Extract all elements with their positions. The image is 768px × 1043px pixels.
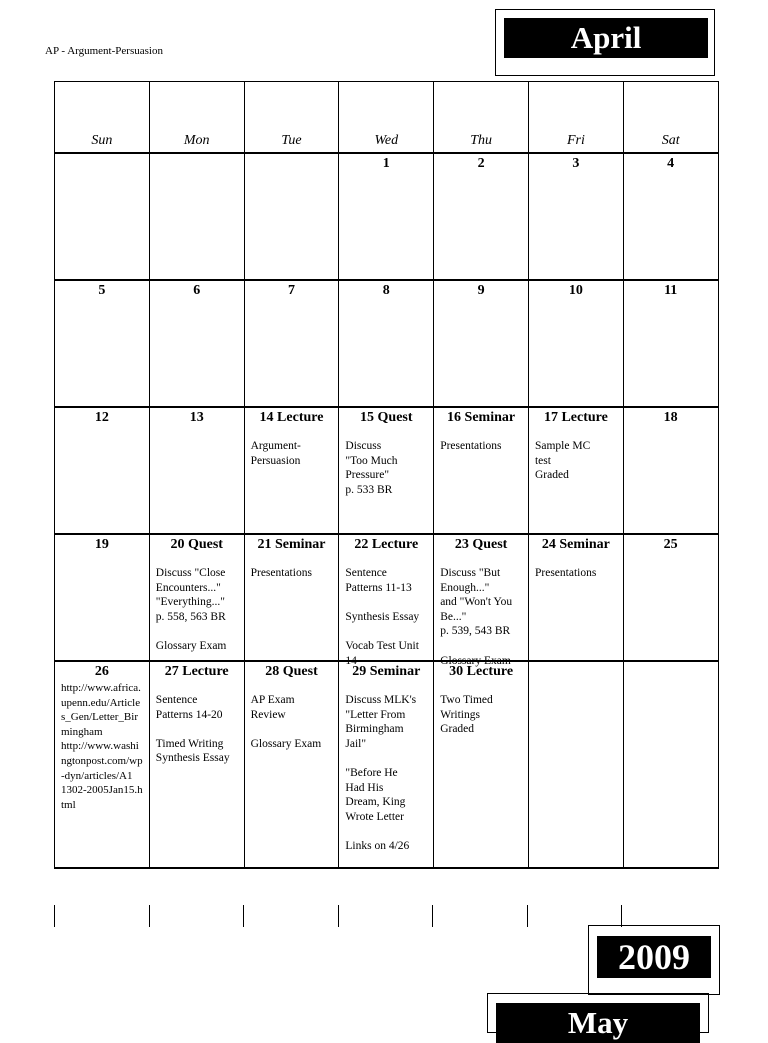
day-number: 6 bbox=[193, 283, 201, 298]
day-cell bbox=[149, 407, 244, 534]
day-cell bbox=[528, 153, 623, 280]
day-notes: Presentations bbox=[440, 440, 502, 452]
day-notes: Discuss "Close Encounters..." "Everything..." p. 558, 563 BR Glossary Exam bbox=[155, 567, 227, 652]
week-row bbox=[55, 534, 719, 661]
week-row bbox=[55, 661, 719, 868]
day-cell bbox=[339, 661, 434, 868]
calendar-subtitle: AP - Argument-Persuasion bbox=[45, 45, 163, 57]
day-number: 5 bbox=[98, 283, 106, 298]
day-cell bbox=[528, 280, 623, 407]
day-cell bbox=[623, 661, 718, 868]
weekday-header-row bbox=[55, 82, 719, 154]
day-cell bbox=[528, 534, 623, 661]
day-number: 30 Lecture bbox=[449, 664, 514, 679]
day-number: 9 bbox=[477, 283, 485, 298]
day-cell bbox=[244, 153, 339, 280]
day-cell bbox=[623, 534, 718, 661]
day-cell bbox=[55, 661, 150, 868]
next-week-row-partial bbox=[54, 905, 718, 927]
day-number: 3 bbox=[572, 156, 580, 171]
day-notes: http://www.africa.upenn.edu/Articles_Gen/Letter_Birmingham http://www.washingtonpost.com/wp-dyn/articles/A1 1302-2005Jan15.html bbox=[61, 682, 143, 811]
month-title: April bbox=[504, 18, 708, 58]
day-cell bbox=[339, 280, 434, 407]
day-cell bbox=[434, 407, 529, 534]
day-number: 19 bbox=[94, 537, 109, 552]
day-number: 11 bbox=[664, 283, 678, 298]
day-cell bbox=[339, 407, 434, 534]
day-number: 13 bbox=[189, 410, 204, 425]
day-number: 12 bbox=[94, 410, 109, 425]
day-notes: Presentations bbox=[250, 567, 312, 579]
day-number: 24 Seminar bbox=[541, 537, 610, 552]
day-number: 25 bbox=[663, 537, 678, 552]
day-notes: Sample MC test Graded bbox=[534, 440, 591, 482]
day-notes: Sentence Patterns 11-13 Synthesis Essay Vocab Test Unit 14 bbox=[345, 567, 420, 667]
week-row bbox=[55, 407, 719, 534]
day-cell bbox=[149, 534, 244, 661]
day-cell bbox=[528, 661, 623, 868]
day-cell bbox=[434, 661, 529, 868]
day-number: 22 Lecture bbox=[354, 537, 419, 552]
day-number: 7 bbox=[287, 283, 295, 298]
day-cell bbox=[339, 534, 434, 667]
day-notes: Discuss MLK's "Letter From Birmingham Jail" "Before He Had His Dream, King Wrote Letter Links on 4/26 bbox=[345, 694, 417, 852]
day-notes: Argument- Persuasion bbox=[250, 440, 301, 467]
day-number: 28 Quest bbox=[265, 664, 318, 679]
day-number: 18 bbox=[663, 410, 678, 425]
day-notes: AP Exam Review Glossary Exam bbox=[250, 694, 322, 750]
day-number: 10 bbox=[568, 283, 583, 298]
weekday-fri: Fri bbox=[528, 82, 623, 154]
day-cell bbox=[149, 661, 244, 868]
day-number: 8 bbox=[382, 283, 390, 298]
day-notes: Discuss "Too Much Pressure" p. 533 BR bbox=[345, 440, 398, 496]
day-number: 1 bbox=[382, 156, 390, 171]
day-cell bbox=[339, 153, 434, 280]
day-number: 14 Lecture bbox=[259, 410, 324, 425]
week-row bbox=[55, 280, 719, 407]
day-number: 29 Seminar bbox=[352, 664, 421, 679]
day-cell bbox=[623, 407, 718, 534]
day-number: 15 Quest bbox=[360, 410, 413, 425]
day-notes: Two Timed Writings Graded bbox=[440, 694, 493, 736]
day-notes: Discuss "But Enough..." and "Won't You Be..." p. 539, 543 BR Glossary Exam bbox=[440, 567, 513, 667]
day-number bbox=[55, 154, 149, 156]
day-cell bbox=[623, 280, 718, 407]
calendar-grid bbox=[54, 81, 719, 869]
day-number: 17 Lecture bbox=[543, 410, 608, 425]
month-title-frame bbox=[495, 9, 715, 76]
weekday-mon: Mon bbox=[149, 82, 244, 154]
day-cell bbox=[149, 153, 244, 280]
day-cell bbox=[623, 153, 718, 280]
day-number bbox=[624, 662, 718, 664]
day-number: 23 Quest bbox=[454, 537, 508, 552]
day-number: 21 Seminar bbox=[257, 537, 326, 552]
day-cell bbox=[55, 280, 150, 407]
day-cell bbox=[244, 661, 339, 868]
day-cell bbox=[55, 407, 150, 534]
day-number: 2 bbox=[477, 156, 485, 171]
weekday-sun: Sun bbox=[55, 82, 150, 154]
weekday-sat: Sat bbox=[623, 82, 718, 154]
next-month-frame bbox=[487, 993, 709, 1040]
day-number bbox=[150, 154, 244, 156]
day-cell bbox=[434, 280, 529, 407]
day-cell bbox=[149, 280, 244, 407]
day-number: 27 Lecture bbox=[164, 664, 229, 679]
day-cell bbox=[528, 407, 623, 534]
week-row bbox=[55, 153, 719, 280]
day-number bbox=[529, 662, 623, 664]
day-cell bbox=[434, 534, 529, 667]
day-cell bbox=[434, 153, 529, 280]
day-cell bbox=[244, 280, 339, 407]
day-cell bbox=[244, 534, 339, 661]
day-cell bbox=[244, 407, 339, 534]
day-cell bbox=[55, 153, 150, 280]
day-number: 4 bbox=[667, 156, 675, 171]
day-number: 26 bbox=[94, 664, 109, 679]
day-number: 16 Seminar bbox=[447, 410, 516, 425]
day-cell bbox=[55, 534, 150, 661]
weekday-tue: Tue bbox=[244, 82, 339, 154]
year-label: 2009 bbox=[597, 936, 711, 978]
day-notes: Sentence Patterns 14-20 Timed Writing Synthesis Essay bbox=[155, 694, 230, 765]
weekday-thu: Thu bbox=[434, 82, 529, 154]
day-notes: Presentations bbox=[534, 567, 597, 579]
next-month-title: May bbox=[496, 1003, 700, 1043]
day-number bbox=[245, 154, 339, 156]
weekday-wed: Wed bbox=[339, 82, 434, 154]
year-frame bbox=[588, 925, 720, 995]
day-number: 20 Quest bbox=[170, 537, 223, 552]
